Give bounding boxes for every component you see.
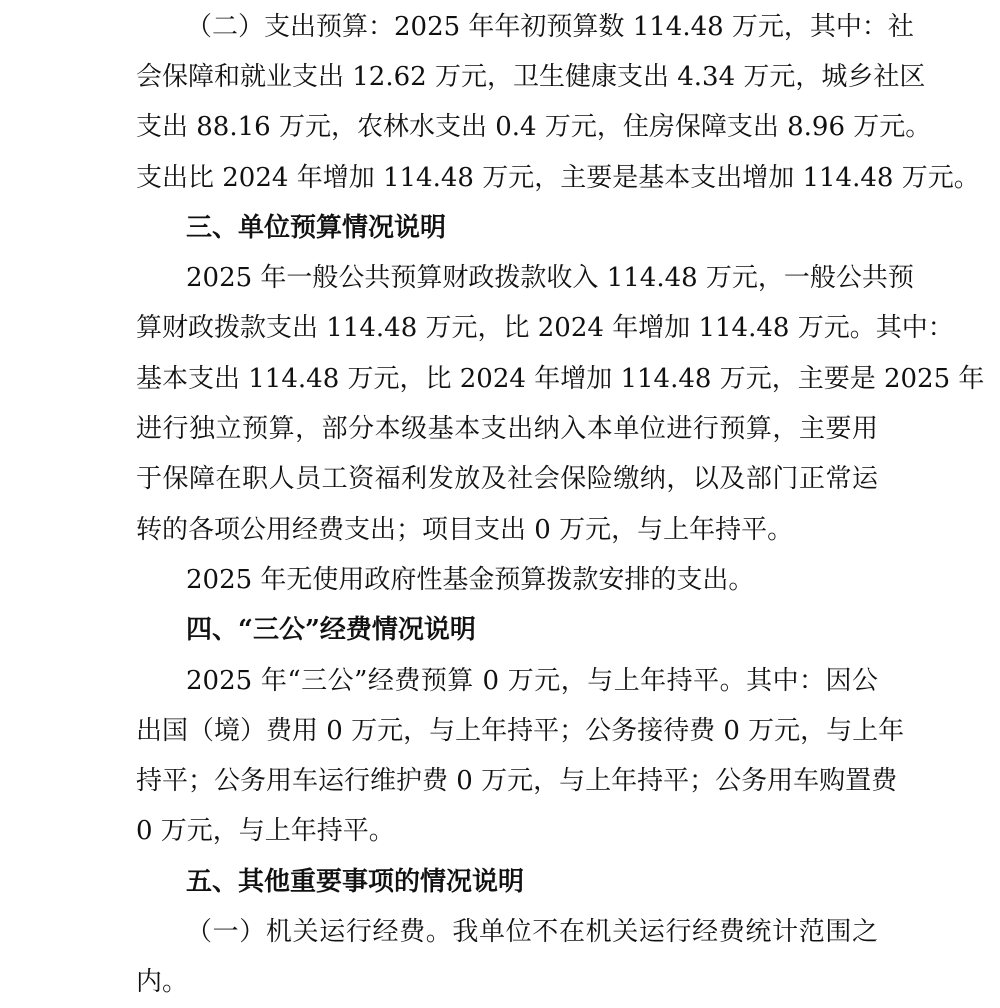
paragraph-line: 出国（境）费用 0 万元，与上年持平；公务接待费 0 万元，与上年: [136, 716, 905, 746]
section-heading: 三、单位预算情况说明: [186, 213, 447, 243]
paragraph-line: （二）支出预算：2025 年年初预算数 114.48 万元，其中：社: [186, 12, 914, 42]
section-heading: 五、其他重要事项的情况说明: [186, 867, 525, 897]
paragraph-line: 进行独立预算，部分本级基本支出纳入本单位进行预算，主要用: [136, 414, 878, 444]
paragraph-line: 会保障和就业支出 12.62 万元，卫生健康支出 4.34 万元，城乡社区: [136, 62, 926, 92]
paragraph-line: 2025 年“三公”经费预算 0 万元，与上年持平。其中：因公: [186, 666, 878, 696]
paragraph-line: 持平；公务用车运行维护费 0 万元，与上年持平；公务用车购置费: [136, 766, 898, 796]
paragraph-line: 于保障在职人员工资福利发放及社会保险缴纳，以及部门正常运: [136, 464, 878, 494]
paragraph-line: 内。: [136, 967, 189, 997]
paragraph-line: 支出比 2024 年增加 114.48 万元，主要是基本支出增加 114.48 万元。: [136, 163, 980, 193]
paragraph-line: 算财政拨款支出 114.48 万元，比 2024 年增加 114.48 万元。其中：: [136, 313, 954, 343]
section-heading: 四、“三公”经费情况说明: [186, 615, 476, 645]
paragraph-line: 2025 年无使用政府性基金预算拨款安排的支出。: [186, 565, 755, 595]
paragraph-line: 基本支出 114.48 万元，比 2024 年增加 114.48 万元，主要是 2025 年: [136, 364, 985, 394]
paragraph-line: 转的各项公用经费支出；项目支出 0 万元，与上年持平。: [136, 515, 794, 545]
paragraph-line: （一）机关运行经费。我单位不在机关运行经费统计范围之: [186, 917, 878, 947]
paragraph-line: 2025 年一般公共预算财政拨款收入 114.48 万元，一般公共预: [186, 263, 914, 293]
paragraph-line: 支出 88.16 万元，农林水支出 0.4 万元，住房保障支出 8.96 万元。: [136, 112, 932, 142]
paragraph-line: 0 万元，与上年持平。: [136, 816, 395, 846]
